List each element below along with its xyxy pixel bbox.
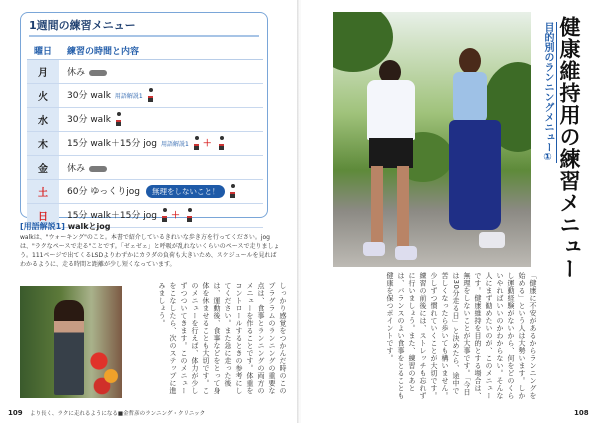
header-day: 曜日 xyxy=(27,41,59,60)
glossary-term: walkとjog xyxy=(67,222,111,231)
header-menu: 練習の時間と内容 xyxy=(59,41,263,60)
category-label: 目的別のランニングメニュー① xyxy=(540,22,557,163)
walker-icon xyxy=(114,112,123,127)
menu-cell xyxy=(59,180,263,204)
weekly-schedule-box xyxy=(20,12,268,223)
right-column-text: 「健康に不安があるからランニングを始める」という人は大勢います。しかし運動経験がないから、何をどのくらいやればいいのかわからない。そんな人にまず勧めたいのが、このメニューです。健康維持を目的とする場合は、無理をしないことが大事です。「今日は30分走る日」と決めたら、途中で苦しくなったら歩いても構いません。少しずつ慣れていくことが大切です。練習の前後には、ストレッチも忘れずに行いましょう。また、練習のあとは、バランスのよい食事をとることも健康を保つポイントです。 xyxy=(386,272,537,400)
glossary-body: walkは、"ウォーキング"のこと。本書で紹介しているきれいな歩き方を行ってください。jogは、"ラクなペースで走る"ことです。「ゼェゼェ」と呼吸が乱れないくらいのペースで走りましょう。111ページで出てくるLSDよりわずかにカラダの負荷も大きいため、スケジュールを見ればわかるように、走る時間と距離が少し短くなっています。 xyxy=(20,234,280,268)
menu-text: 休み xyxy=(67,164,86,174)
table-row xyxy=(27,108,263,132)
title-divider xyxy=(29,35,259,37)
menu-cell xyxy=(59,108,263,132)
day-cell: 月 xyxy=(27,60,59,84)
footer-text: より長く、ラクに走れるようになる■金哲彦のランニング・クリニック xyxy=(30,411,206,417)
schedule-table xyxy=(27,41,263,228)
glossary-label: [用語解説1] xyxy=(20,222,65,231)
glossary-tag: 用語解説1 xyxy=(160,141,189,148)
resting-figure-icon xyxy=(89,166,107,172)
menu-cell xyxy=(59,156,263,180)
plus-icon: ＋ xyxy=(170,211,180,221)
menu-cell xyxy=(59,84,263,108)
left-page xyxy=(0,0,299,423)
page-title: 健康維持用の練習メニュー xyxy=(557,16,581,280)
walker-icon xyxy=(160,208,169,223)
day-cell: 木 xyxy=(27,132,59,156)
schedule-title: 1週間の練習メニュー xyxy=(29,19,136,32)
day-cell: 金 xyxy=(27,156,59,180)
female-runner xyxy=(433,48,513,258)
runners-photo xyxy=(333,12,531,267)
table-header xyxy=(27,41,263,60)
table-row xyxy=(27,132,263,156)
menu-cell xyxy=(59,60,263,84)
glossary-heading xyxy=(20,221,111,232)
day-cell: 土 xyxy=(27,180,59,204)
resting-figure-icon xyxy=(89,70,107,76)
plus-icon: ＋ xyxy=(202,139,212,149)
page-number-right: 108 xyxy=(574,409,589,417)
walker-icon xyxy=(146,88,155,103)
table-row xyxy=(27,180,263,204)
menu-text: 30分 walk xyxy=(67,115,111,125)
woman-figure xyxy=(54,300,84,395)
menu-cell xyxy=(59,132,263,156)
jogger-icon xyxy=(217,136,226,151)
male-runner xyxy=(359,60,423,260)
menu-text: 15分 walk＋15分 jog xyxy=(67,211,157,221)
day-cell: 水 xyxy=(27,108,59,132)
walker-icon xyxy=(192,136,201,151)
page-number-left: 109 xyxy=(8,409,23,417)
menu-text: 15分 walk＋15分 jog xyxy=(67,139,157,149)
glossary-tag: 用語解説1 xyxy=(114,93,143,100)
table-row xyxy=(27,60,263,84)
left-column-text: しっかり感覚をつかんだ時のこのプラグラムのランニングの重要な点は、食事とランニングの両方のメニューを作ることです。体重をコントロールするときの参考にしてください。また急に走った後は、運動後、食事などをとって身体を休ませることも大切です。このメニューを行えば、体力が少しずつついてきます。このメニューをこなしたら、次のステップに進みましょう。 xyxy=(158,282,287,395)
jogger-icon xyxy=(185,208,194,223)
table-row xyxy=(27,156,263,180)
table-row xyxy=(27,84,263,108)
warning-badge: 無理をしないこと！ xyxy=(146,185,226,198)
day-cell: 火 xyxy=(27,84,59,108)
menu-text: 休み xyxy=(67,68,86,78)
menu-text: 60分 ゆっくりjog xyxy=(67,187,140,197)
flowers xyxy=(90,346,120,396)
menu-text: 30分 walk xyxy=(67,91,111,101)
jogger-icon xyxy=(228,184,237,199)
day-cell: 日 xyxy=(27,204,59,228)
woman-photo xyxy=(20,286,122,398)
